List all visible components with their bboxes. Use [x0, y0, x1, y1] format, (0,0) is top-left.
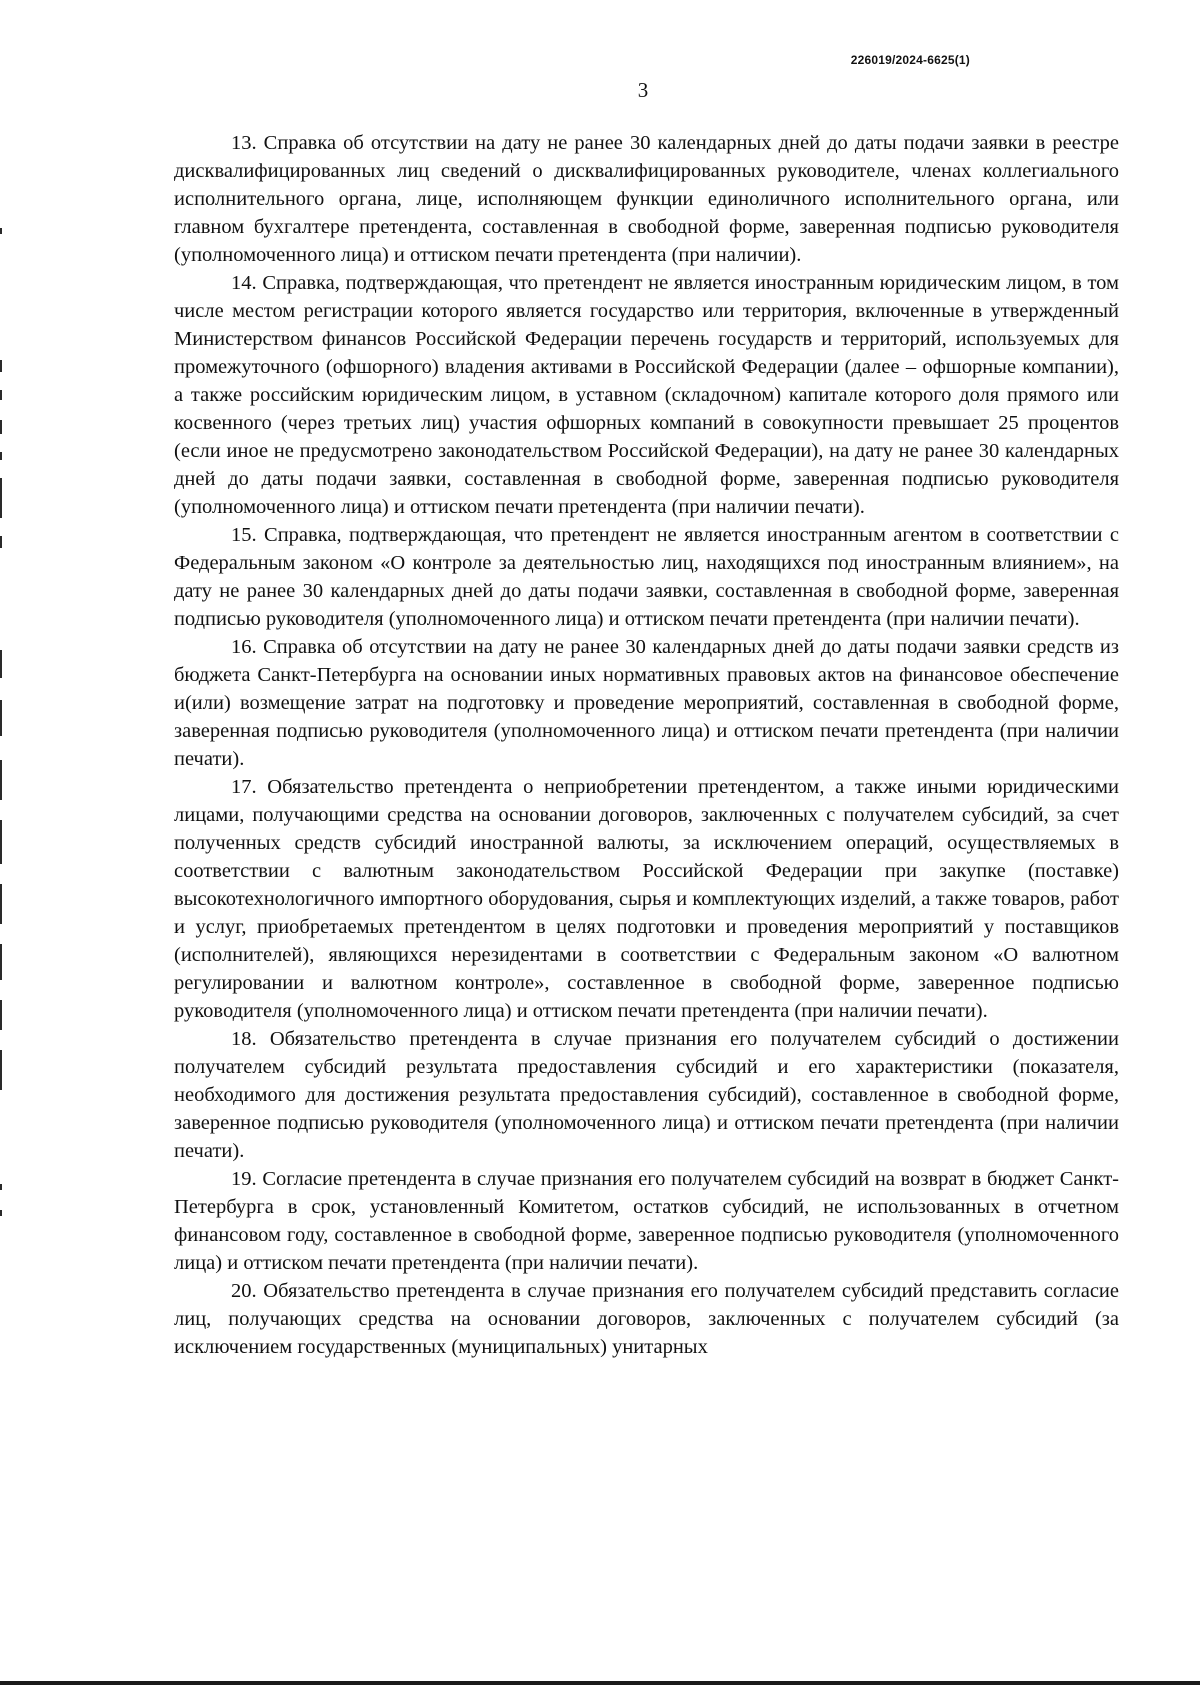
paragraph-item-13: 13. Справка об отсутствии на дату не ранее 30 календарных дней до даты подачи заявки в реестре дисквалифицированных лиц сведений о дисквалифицированных руководителе, членах коллегиального исполнительного органа, лице, исполняющем функции единоличного исполнительного органа, или главном бухгалтере претендента, составленная в свободной форме, заверенная подписью руководителя (уполномоченного лица) и оттиском печати претендента (при наличии). — [174, 132, 1119, 266]
paragraph-item-18: 18. Обязательство претендента в случае признания его получателем субсидий о достижении получателем субсидий результата предоставления субсидий и его характеристики (показателя, необходимого для достижения результата предоставления субсидий), составленное в свободной форме, заверенное подписью руководителя (уполномоченного лица) и оттиском печати претендента (при наличии печати). — [174, 1028, 1119, 1162]
scan-edge-mark — [0, 390, 2, 400]
scan-edge-mark — [0, 1210, 2, 1216]
scan-edge-mark — [0, 478, 2, 518]
paragraph-item-15: 15. Справка, подтверждающая, что претендент не является иностранным агентом в соответствии с Федеральным законом «О контроле за деятельностью лиц, находящихся под иностранным влиянием», на дату не ранее 30 календарных дней до даты подачи заявки, составленная в свободной форме, заверенная подписью руководителя (уполномоченного лица) и оттиском печати претендента (при наличии печати). — [174, 524, 1119, 630]
page-number: 3 — [637, 78, 649, 102]
scan-edge-mark — [0, 1184, 2, 1190]
scan-edge-mark — [0, 760, 2, 800]
scan-edge-mark — [0, 228, 2, 234]
document-registration-number: 226019/2024-6625(1) — [850, 53, 970, 67]
paragraph-item-17: 17. Обязательство претендента о неприобретении претендентом, а также иными юридическими лицами, получающими средства на основании договоров, заключенных с получателем субсидий, за счет полученных средств субсидий иностранной валюты, за исключением операций, осуществляемых в соответствии с валютным законодательством Российской Федерации при закупке (поставке) высокотехнологичного импортного оборудования, сырья и комплектующих изделий, а также товаров, работ и услуг, приобретаемых претендентом в целях подготовки и проведения мероприятий у поставщиков (исполнителей), являющихся нерезидентами в соответствии с Федеральным законом «О валютном регулировании и валютном контроле», составленное в свободной форме, заверенное подписью руководителя (уполномоченного лица) и оттиском печати претендента (при наличии печати). — [174, 776, 1119, 1022]
scan-edge-mark — [0, 360, 2, 372]
scan-edge-mark — [0, 1000, 2, 1030]
scan-edge-mark — [0, 944, 2, 980]
scan-edge-mark — [0, 820, 2, 864]
scan-edge-mark — [0, 1050, 2, 1090]
scan-bottom-edge — [0, 1681, 1200, 1685]
paragraph-item-20: 20. Обязательство претендента в случае признания его получателем субсидий представить согласие лиц, получающих средства на основании договоров, заключенных с получателем субсидий (за исключением государственных (муниципальных) унитарных — [174, 1280, 1119, 1358]
document-body — [174, 129, 1119, 1361]
scan-edge-mark — [0, 650, 2, 678]
scan-edge-mark — [0, 884, 2, 924]
paragraph-item-16: 16. Справка об отсутствии на дату не ранее 30 календарных дней до даты подачи заявки средств из бюджета Санкт-Петербурга на основании иных нормативных правовых актов на финансовое обеспечение и(или) возмещение затрат на подготовку и проведение мероприятий, составленная в свободной форме, заверенная подписью руководителя (уполномоченного лица) и оттиском печати претендента (при наличии печати). — [174, 636, 1119, 770]
scan-edge-mark — [0, 700, 2, 736]
scan-edge-mark — [0, 452, 2, 460]
scan-edge-mark — [0, 536, 2, 548]
scan-edge-mark — [0, 420, 2, 434]
paragraph-item-19: 19. Согласие претендента в случае признания его получателем субсидий на возврат в бюджет Санкт-Петербурга в срок, установленный Комитетом, остатков субсидий, не использованных в отчетном финансовом году, составленное в свободной форме, заверенное подписью руководителя (уполномоченного лица) и оттиском печати претендента (при наличии печати). — [174, 1168, 1119, 1274]
paragraph-item-14: 14. Справка, подтверждающая, что претендент не является иностранным юридическим лицом, в том числе местом регистрации которого является государство или территория, включенные в утвержденный Министерством финансов Российской Федерации перечень государств и территорий, используемых для промежуточного (офшорного) владения активами в Российской Федерации (далее – офшорные компании), а также российским юридическим лицом, в уставном (складочном) капитале которого доля прямого или косвенного (через третьих лиц) участия офшорных компаний в совокупности превышает 25 процентов (если иное не предусмотрено законодательством Российской Федерации), на дату не ранее 30 календарных дней до даты подачи заявки, составленная в свободной форме, заверенная подписью руководителя (уполномоченного лица) и оттиском печати претендента (при наличии печати). — [174, 272, 1119, 518]
